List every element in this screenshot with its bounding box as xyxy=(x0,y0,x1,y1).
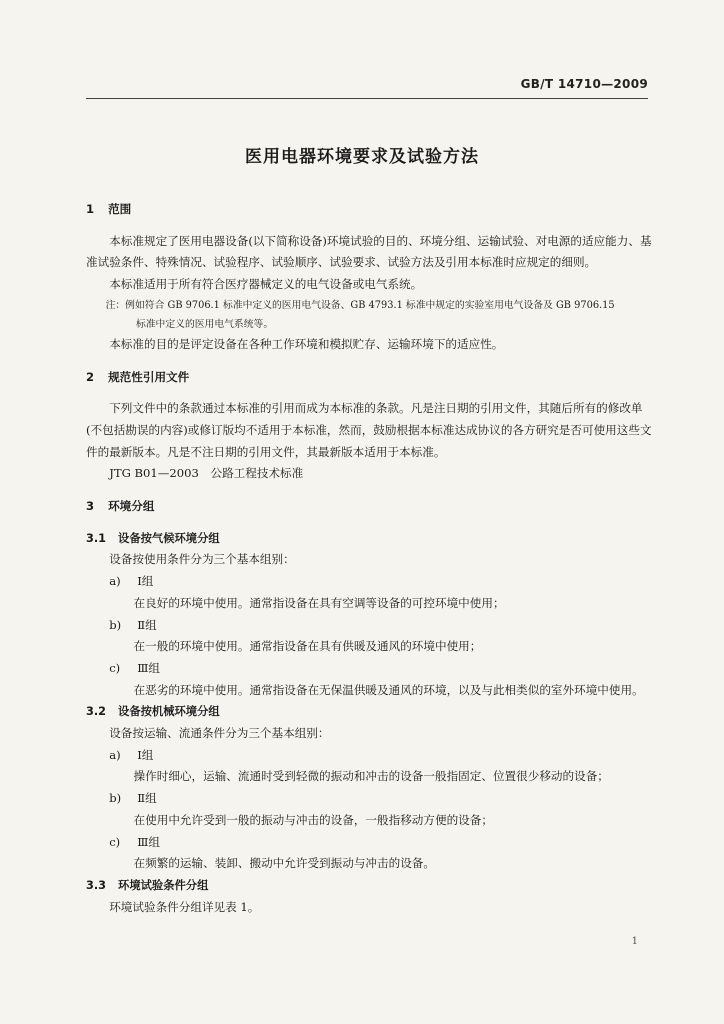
section-number: 3 xyxy=(86,499,95,514)
section-number: 1 xyxy=(86,202,95,216)
paragraph: 下列文件中的条款通过本标准的引用而成为本标准的条款。凡是注日期的引用文件，其随后所有的修改单(不包括勘误的内容)或修订版均不适用于本标准，然而，鼓励根据本标准达成协议的各方研究是否可使用这些文件的最新版本。凡是不注日期的引用文件，其最新版本适用于本标准。 xyxy=(86,401,652,459)
list-item-desc: 在频繁的运输、装卸、搬动中允许受到振动与冲击的设备。 xyxy=(133,856,435,871)
subsection-title: 环境试验条件分组 xyxy=(118,878,209,892)
subsection-3-2-heading xyxy=(86,701,652,723)
paragraph: 设备按运输、流通条件分为三个基本组别： xyxy=(109,726,330,741)
list-item: b) Ⅱ组 xyxy=(109,617,157,632)
section-2-heading xyxy=(86,367,652,389)
note-line: 注：例如符合 GB 9706.1 标准中定义的医用电气设备、GB 4793.1 标准中规定的实验室用电气设备及 GB 9706.15 xyxy=(105,299,615,311)
list-item: a) Ⅰ组 xyxy=(109,747,154,762)
section-title: 规范性引用文件 xyxy=(108,369,190,384)
paragraph: 本标准的目的是评定设备在各种工作环境和模拟贮存、运输环境下的适应性。 xyxy=(109,336,504,351)
section-title: 范围 xyxy=(108,202,132,216)
section-title: 环境分组 xyxy=(108,499,155,514)
list-item-desc: 在一般的环境中使用。通常指设备在具有供暖及通风的环境中使用； xyxy=(133,639,482,654)
paragraph: 设备按使用条件分为三个基本组别： xyxy=(109,552,295,567)
subsection-3-1-heading xyxy=(86,528,652,550)
document-title: 医用电器环境要求及试验方法 xyxy=(245,147,479,167)
subsection-3-3-heading xyxy=(86,875,652,897)
list-item: c) Ⅲ组 xyxy=(109,834,160,849)
subsection-title: 设备按机械环境分组 xyxy=(118,705,220,719)
subsection-title: 设备按气候环境分组 xyxy=(118,531,220,545)
paragraph: 本标准适用于所有符合医疗器械定义的电气设备或电气系统。 xyxy=(109,277,423,292)
list-item-desc: 在使用中允许受到一般的振动与冲击的设备，一般指移动方便的设备； xyxy=(133,812,493,827)
paragraph: 本标准规定了医用电器设备(以下简称设备)环境试验的目的、环境分组、运输试验、对电源的适应能力、基准试验条件、特殊情况、试验程序、试验顺序、试验要求、试验方法及引用本标准时应规定的细则。 xyxy=(86,233,652,270)
list-item: a) Ⅰ组 xyxy=(109,574,154,589)
subsection-number: 3.3 xyxy=(86,878,107,892)
document-body xyxy=(86,196,652,918)
subsection-number: 3.1 xyxy=(86,531,107,545)
header-rule xyxy=(86,98,648,99)
reference-item: JTG B01—2003 公路工程技术标准 xyxy=(109,466,304,481)
subsection-number: 3.2 xyxy=(86,705,107,719)
list-item-desc: 在良好的环境中使用。通常指设备在具有空调等设备的可控环境中使用； xyxy=(133,595,505,610)
paragraph: 环境试验条件分组详见表 1。 xyxy=(109,899,260,914)
section-1-heading xyxy=(86,199,652,221)
list-item-desc: 操作时细心，运输、流通时受到轻微的振动和冲击的设备一般指固定、位置很少移动的设备； xyxy=(133,769,609,784)
section-3-heading xyxy=(86,496,652,518)
section-number: 2 xyxy=(86,369,95,384)
page-number: 1 xyxy=(631,936,638,947)
list-item: c) Ⅲ组 xyxy=(109,660,160,675)
list-item-desc: 在恶劣的环境中使用。通常指设备在无保温供暖及通风的环境，以及与此相类似的室外环境中使用。 xyxy=(133,682,644,697)
standard-code: GB/T 14710—2009 xyxy=(520,77,648,91)
note-line: 标准中定义的医用电气系统等。 xyxy=(135,318,274,330)
list-item: b) Ⅱ组 xyxy=(109,791,157,806)
